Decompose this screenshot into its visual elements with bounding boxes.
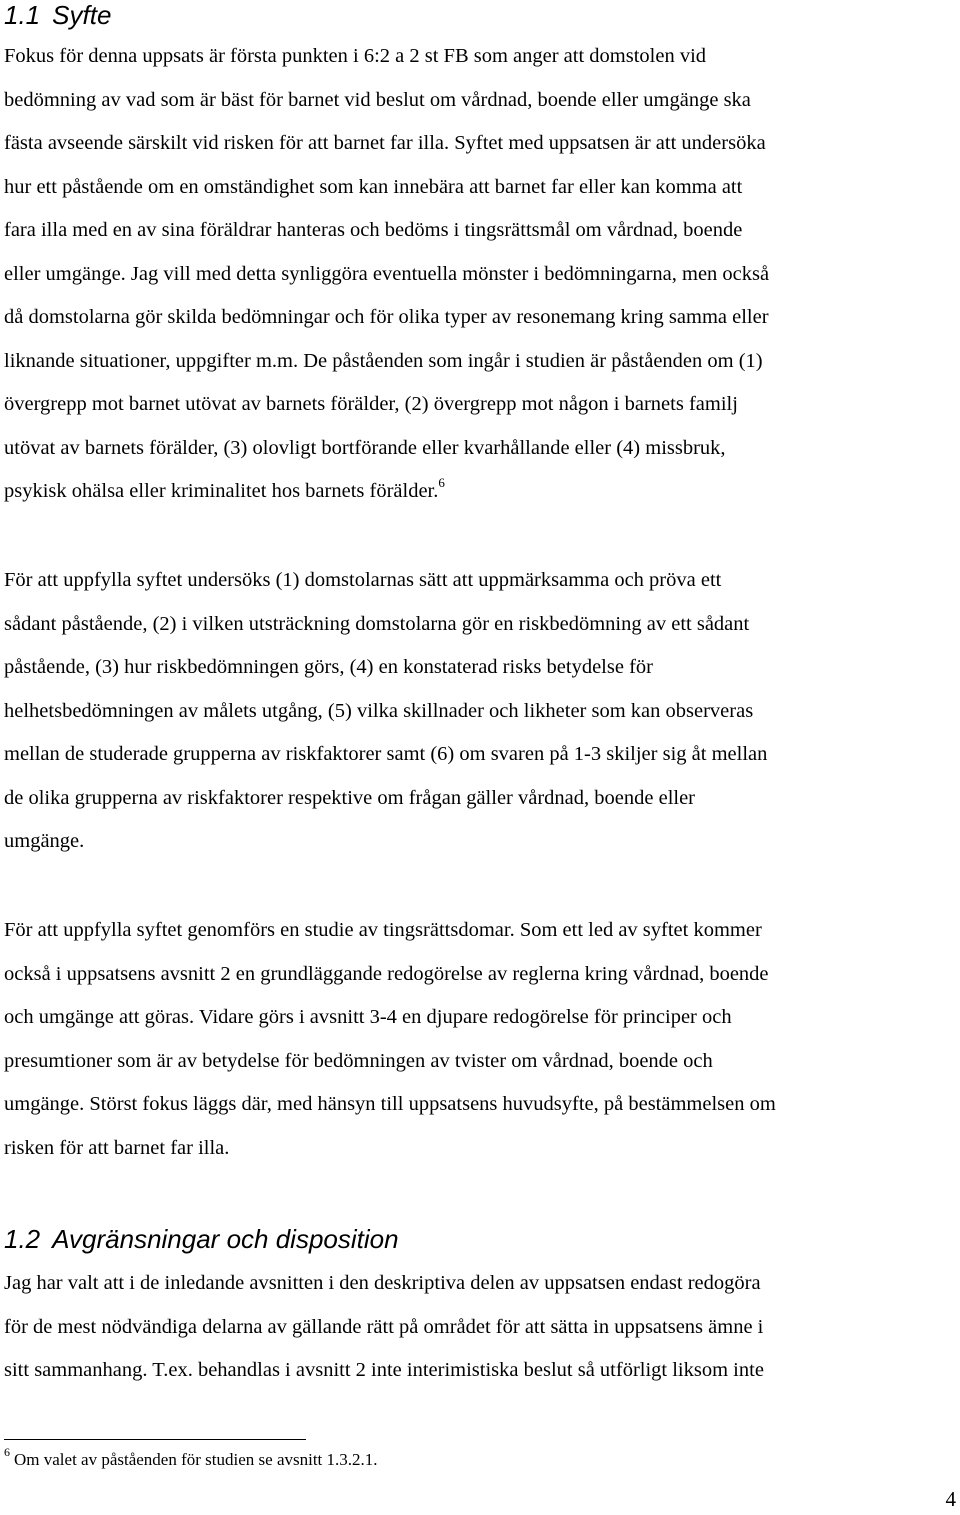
text-line: utövat av barnets förälder, (3) olovligt bortförande eller kvarhållande eller (4) missbruk,	[4, 436, 726, 459]
text-line: hur ett påstående om en omständighet som kan innebära att barnet far eller kan komma att	[4, 175, 743, 198]
text-line: För att uppfylla syftet undersöks (1) domstolarnas sätt att uppmärksamma och pröva ett	[4, 569, 722, 591]
text-line: eller umgänge. Jag vill med detta synliggöra eventuella mönster i bedömningarna, men också	[4, 262, 770, 285]
footnote-reference[interactable]: 6	[438, 475, 445, 491]
section-number: 1.2	[4, 1224, 41, 1254]
paragraph-research-questions	[4, 559, 960, 864]
text-line: bedömning av vad som är bäst för barnet vid beslut om vårdnad, boende eller umgänge ska	[4, 88, 751, 111]
text-line: då domstolarna gör skilda bedömningar och för olika typer av resonemang kring samma eller	[4, 306, 769, 328]
text-line: de olika grupperna av riskfaktorer respektive om frågan gäller vårdnad, boende eller	[4, 786, 696, 809]
section-heading-syfte	[4, 0, 111, 30]
text-line-content: psykisk ohälsa eller kriminalitet hos barnets förälder.	[4, 480, 439, 502]
footnote	[4, 1445, 378, 1472]
page-number: 4	[945, 1487, 956, 1511]
text-line: sådant påstående, (2) i vilken utsträckning domstolarna gör en riskbedömning av ett sådant	[4, 612, 750, 635]
section-heading-avgransningar	[4, 1224, 399, 1254]
section-title: Syfte	[52, 0, 112, 30]
section-title: Avgränsningar och disposition	[52, 1224, 399, 1254]
text-line: För att uppfylla syftet genomförs en studie av tingsrättsdomar. Som ett led av syftet kommer	[4, 919, 762, 941]
text-line: fara illa med en av sina föräldrar hanteras och bedöms i tingsrättsmål om vårdnad, boende	[4, 219, 743, 241]
text-line: presumtioner som är av betydelse för bedömningen av tvister om vårdnad, boende och	[4, 1049, 713, 1072]
text-line: Fokus för denna uppsats är första punkten i 6:2 a 2 st FB som anger att domstolen vid	[4, 45, 707, 67]
footnote-text: Om valet av påståenden för studien se avsnitt 1.3.2.1.	[14, 1450, 378, 1469]
text-line: risken för att barnet far illa.	[4, 1136, 230, 1159]
text-line: umgänge.	[4, 830, 85, 852]
text-line: påstående, (3) hur riskbedömningen görs, (4) en konstaterad risks betydelse för	[4, 656, 653, 678]
text-line: fästa avseende särskilt vid risken för att barnet far illa. Syftet med uppsatsen är att undersöka	[4, 132, 766, 154]
text-line: mellan de studerade grupperna av riskfaktorer samt (6) om svaren på 1-3 skiljer sig åt mellan	[4, 743, 768, 765]
section-number: 1.1	[4, 0, 41, 30]
text-line-last	[4, 470, 960, 514]
text-line: för de mest nödvändiga delarna av gällande rätt på området för att sätta in uppsatsens ämne i	[4, 1315, 764, 1338]
footnote-divider	[4, 1439, 306, 1440]
paragraph-method	[4, 909, 960, 1170]
text-line: sitt sammanhang. T.ex. behandlas i avsnitt 2 inte interimistiska beslut så utförligt liksom inte	[4, 1359, 764, 1381]
text-line: övergrepp mot barnet utövat av barnets förälder, (2) övergrepp mot någon i barnets familj	[4, 393, 738, 415]
text-line: umgänge. Störst fokus läggs där, med hänsyn till uppsatsens huvudsyfte, på bestämmelsen om	[4, 1093, 776, 1115]
footnote-marker: 6	[4, 1445, 10, 1460]
paragraph-purpose	[4, 35, 960, 514]
text-line: och umgänge att göras. Vidare görs i avsnitt 3-4 en djupare redogörelse för principer och	[4, 1006, 732, 1028]
paragraph-delimitations	[4, 1262, 960, 1393]
text-line: helhetsbedömningen av målets utgång, (5) vilka skillnader och likheter som kan observeras	[4, 699, 754, 722]
text-line: liknande situationer, uppgifter m.m. De påståenden som ingår i studien är påståenden om (1)	[4, 349, 763, 372]
text-line: också i uppsatsens avsnitt 2 en grundläggande redogörelse av reglerna kring vårdnad, boende	[4, 962, 769, 985]
text-line: Jag har valt att i de inledande avsnitten i den deskriptiva delen av uppsatsen endast redogöra	[4, 1272, 761, 1294]
